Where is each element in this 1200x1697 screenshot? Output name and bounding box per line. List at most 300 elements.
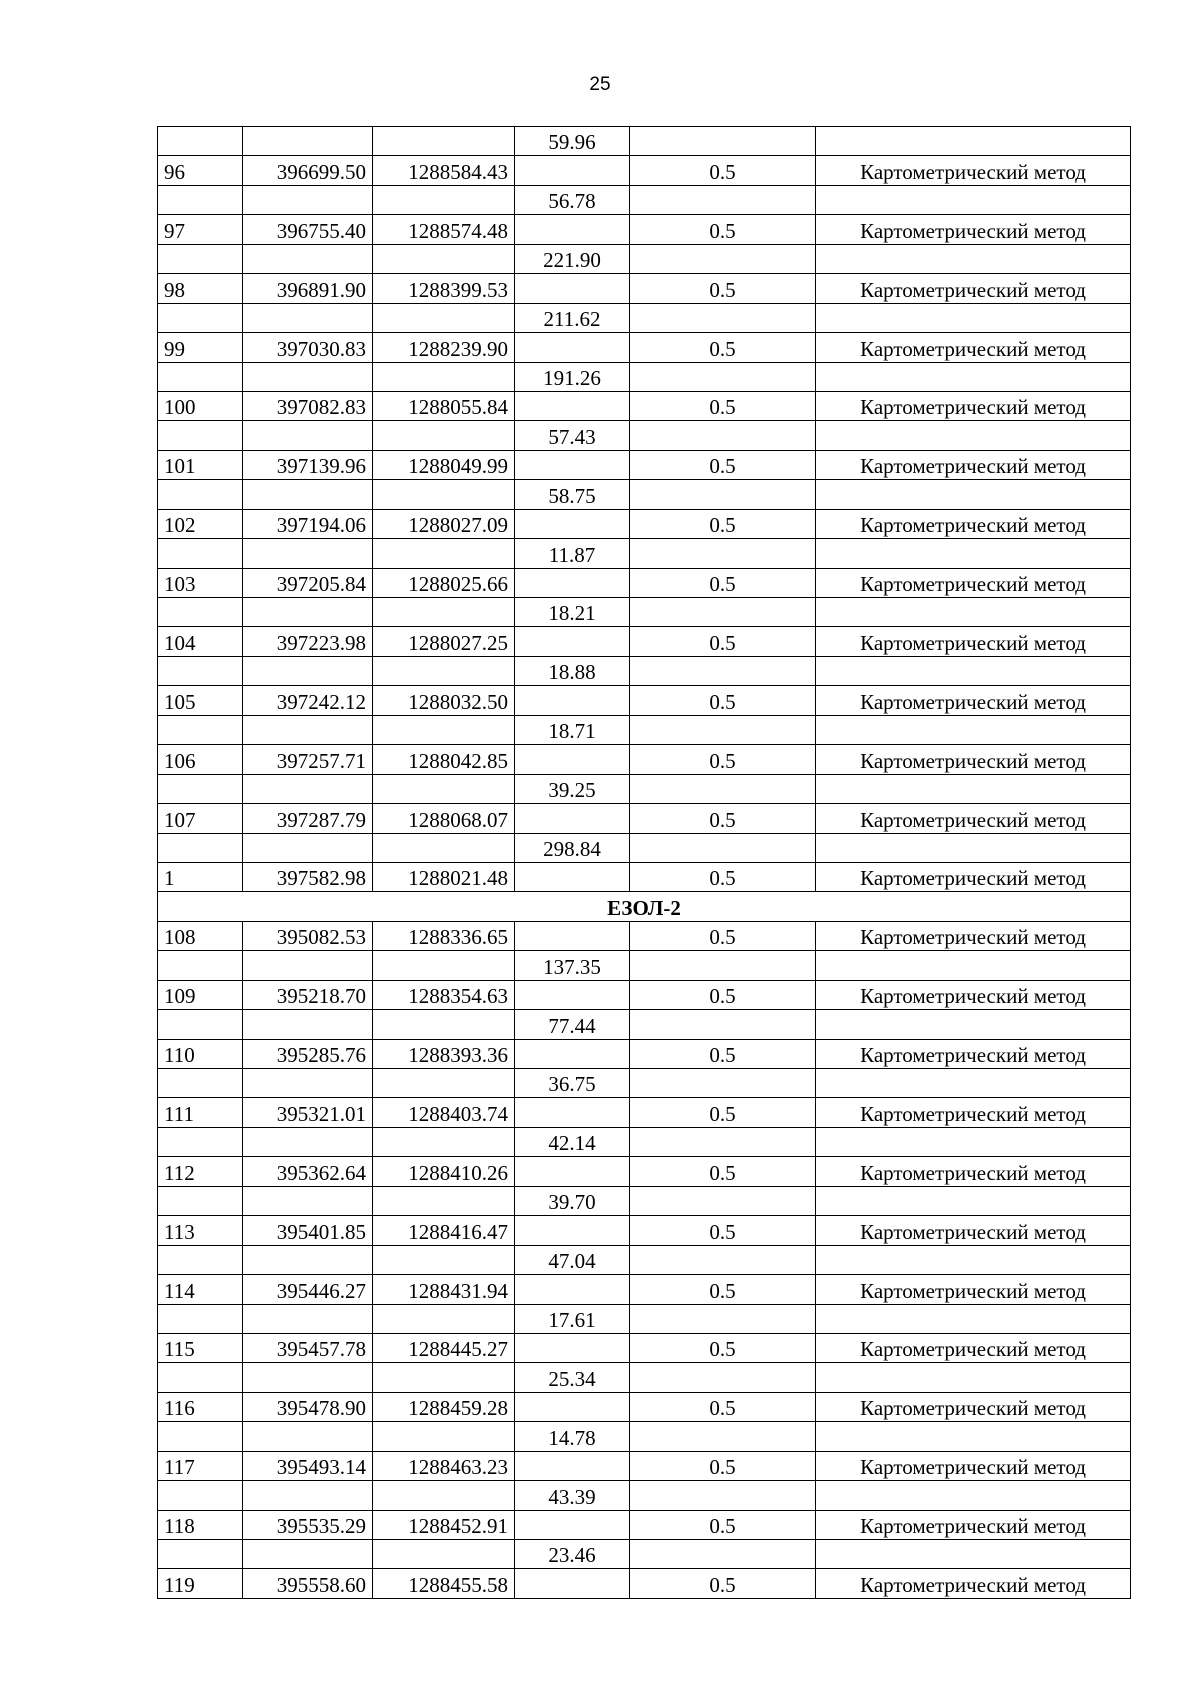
point-number-cell: 99 <box>158 333 243 362</box>
point-row <box>158 745 1131 774</box>
x-coordinate-cell: 397242.12 <box>243 686 373 715</box>
empty-cell <box>243 598 373 627</box>
empty-cell <box>630 1069 816 1098</box>
empty-cell <box>373 1127 515 1156</box>
y-coordinate-cell: 1288399.53 <box>373 274 515 303</box>
point-number-cell: 106 <box>158 745 243 774</box>
accuracy-cell: 0.5 <box>630 921 816 950</box>
method-cell: Картометрический метод <box>816 1333 1131 1362</box>
empty-cell <box>816 244 1131 273</box>
empty-cell <box>373 1363 515 1392</box>
empty-cell <box>373 1010 515 1039</box>
empty-cell <box>630 951 816 980</box>
empty-cell <box>816 833 1131 862</box>
method-cell: Картометрический метод <box>816 1569 1131 1598</box>
empty-cell <box>243 1481 373 1510</box>
empty-cell <box>243 656 373 685</box>
x-coordinate-cell: 397582.98 <box>243 862 373 891</box>
method-cell: Картометрический метод <box>816 450 1131 479</box>
empty-cell <box>816 1540 1131 1569</box>
point-row <box>158 686 1131 715</box>
x-coordinate-cell: 397223.98 <box>243 627 373 656</box>
distance-cell: 221.90 <box>515 244 630 273</box>
y-coordinate-cell: 1288032.50 <box>373 686 515 715</box>
y-coordinate-cell: 1288463.23 <box>373 1451 515 1480</box>
empty-cell <box>243 715 373 744</box>
empty-cell <box>158 1186 243 1215</box>
method-cell: Картометрический метод <box>816 391 1131 420</box>
empty-cell <box>373 480 515 509</box>
method-cell: Картометрический метод <box>816 1216 1131 1245</box>
empty-cell <box>630 1245 816 1274</box>
point-row <box>158 215 1131 244</box>
empty-cell <box>630 598 816 627</box>
distance-cell: 43.39 <box>515 1481 630 1510</box>
empty-cell <box>243 1363 373 1392</box>
accuracy-cell: 0.5 <box>630 1216 816 1245</box>
point-number-cell: 96 <box>158 156 243 185</box>
empty-cell <box>816 656 1131 685</box>
point-row <box>158 1333 1131 1362</box>
empty-cell <box>816 1186 1131 1215</box>
coordinates-table-body <box>158 127 1131 1599</box>
empty-cell <box>515 921 630 950</box>
method-cell: Картометрический метод <box>816 568 1131 597</box>
empty-cell <box>630 480 816 509</box>
point-row <box>158 391 1131 420</box>
point-number-cell: 105 <box>158 686 243 715</box>
point-row <box>158 568 1131 597</box>
empty-cell <box>816 1304 1131 1333</box>
empty-cell <box>630 421 816 450</box>
point-row <box>158 804 1131 833</box>
x-coordinate-cell: 397205.84 <box>243 568 373 597</box>
distance-cell: 59.96 <box>515 127 630 156</box>
y-coordinate-cell: 1288021.48 <box>373 862 515 891</box>
empty-cell <box>630 656 816 685</box>
x-coordinate-cell: 395401.85 <box>243 1216 373 1245</box>
empty-cell <box>373 303 515 332</box>
method-cell: Картометрический метод <box>816 686 1131 715</box>
distance-cell: 39.70 <box>515 1186 630 1215</box>
empty-cell <box>243 774 373 803</box>
empty-cell <box>373 539 515 568</box>
distance-row <box>158 1422 1131 1451</box>
empty-cell <box>816 1422 1131 1451</box>
accuracy-cell: 0.5 <box>630 862 816 891</box>
accuracy-cell: 0.5 <box>630 804 816 833</box>
point-number-cell: 113 <box>158 1216 243 1245</box>
point-number-cell: 110 <box>158 1039 243 1068</box>
accuracy-cell: 0.5 <box>630 1098 816 1127</box>
empty-cell <box>630 1010 816 1039</box>
empty-cell <box>243 303 373 332</box>
point-number-cell: 103 <box>158 568 243 597</box>
empty-cell <box>158 185 243 214</box>
empty-cell <box>243 1069 373 1098</box>
point-row <box>158 1569 1131 1598</box>
empty-cell <box>630 1304 816 1333</box>
method-cell: Картометрический метод <box>816 627 1131 656</box>
y-coordinate-cell: 1288403.74 <box>373 1098 515 1127</box>
x-coordinate-cell: 397257.71 <box>243 745 373 774</box>
empty-cell <box>515 745 630 774</box>
point-row <box>158 862 1131 891</box>
distance-row <box>158 1186 1131 1215</box>
empty-cell <box>816 480 1131 509</box>
empty-cell <box>630 1127 816 1156</box>
empty-cell <box>373 1304 515 1333</box>
empty-cell <box>515 862 630 891</box>
empty-cell <box>373 185 515 214</box>
x-coordinate-cell: 395558.60 <box>243 1569 373 1598</box>
point-number-cell: 104 <box>158 627 243 656</box>
x-coordinate-cell: 395082.53 <box>243 921 373 950</box>
empty-cell <box>158 833 243 862</box>
empty-cell <box>630 1422 816 1451</box>
accuracy-cell: 0.5 <box>630 156 816 185</box>
accuracy-cell: 0.5 <box>630 391 816 420</box>
y-coordinate-cell: 1288049.99 <box>373 450 515 479</box>
empty-cell <box>515 1392 630 1421</box>
page-number: 25 <box>589 74 611 95</box>
empty-cell <box>816 1363 1131 1392</box>
y-coordinate-cell: 1288574.48 <box>373 215 515 244</box>
empty-cell <box>243 480 373 509</box>
point-row <box>158 156 1131 185</box>
empty-cell <box>158 362 243 391</box>
x-coordinate-cell: 397287.79 <box>243 804 373 833</box>
empty-cell <box>158 598 243 627</box>
method-cell: Картометрический метод <box>816 862 1131 891</box>
empty-cell <box>816 951 1131 980</box>
point-row <box>158 450 1131 479</box>
point-row <box>158 509 1131 538</box>
distance-cell: 23.46 <box>515 1540 630 1569</box>
empty-cell <box>816 362 1131 391</box>
accuracy-cell: 0.5 <box>630 1510 816 1539</box>
point-number-cell: 114 <box>158 1275 243 1304</box>
x-coordinate-cell: 397194.06 <box>243 509 373 538</box>
empty-cell <box>158 1540 243 1569</box>
empty-cell <box>515 450 630 479</box>
empty-cell <box>515 1333 630 1362</box>
distance-cell: 18.88 <box>515 656 630 685</box>
distance-cell: 25.34 <box>515 1363 630 1392</box>
distance-cell: 42.14 <box>515 1127 630 1156</box>
point-row <box>158 1157 1131 1186</box>
distance-cell: 36.75 <box>515 1069 630 1098</box>
empty-cell <box>373 1186 515 1215</box>
y-coordinate-cell: 1288068.07 <box>373 804 515 833</box>
empty-cell <box>373 715 515 744</box>
point-row <box>158 1392 1131 1421</box>
method-cell: Картометрический метод <box>816 1451 1131 1480</box>
method-cell: Картометрический метод <box>816 274 1131 303</box>
distance-cell: 57.43 <box>515 421 630 450</box>
y-coordinate-cell: 1288584.43 <box>373 156 515 185</box>
empty-cell <box>515 274 630 303</box>
accuracy-cell: 0.5 <box>630 1392 816 1421</box>
method-cell: Картометрический метод <box>816 980 1131 1009</box>
empty-cell <box>243 833 373 862</box>
empty-cell <box>158 421 243 450</box>
y-coordinate-cell: 1288452.91 <box>373 1510 515 1539</box>
distance-row <box>158 656 1131 685</box>
empty-cell <box>816 421 1131 450</box>
point-number-cell: 112 <box>158 1157 243 1186</box>
distance-cell: 137.35 <box>515 951 630 980</box>
accuracy-cell: 0.5 <box>630 274 816 303</box>
empty-cell <box>515 1510 630 1539</box>
empty-cell <box>816 127 1131 156</box>
empty-cell <box>816 715 1131 744</box>
empty-cell <box>515 1157 630 1186</box>
point-row <box>158 1451 1131 1480</box>
empty-cell <box>158 1245 243 1274</box>
point-number-cell: 97 <box>158 215 243 244</box>
empty-cell <box>816 1127 1131 1156</box>
empty-cell <box>243 421 373 450</box>
empty-cell <box>243 362 373 391</box>
y-coordinate-cell: 1288393.36 <box>373 1039 515 1068</box>
empty-cell <box>515 1039 630 1068</box>
section-row <box>158 892 1131 921</box>
y-coordinate-cell: 1288354.63 <box>373 980 515 1009</box>
y-coordinate-cell: 1288025.66 <box>373 568 515 597</box>
empty-cell <box>243 951 373 980</box>
point-row <box>158 1039 1131 1068</box>
accuracy-cell: 0.5 <box>630 980 816 1009</box>
point-number-cell: 102 <box>158 509 243 538</box>
point-row <box>158 1510 1131 1539</box>
distance-row <box>158 362 1131 391</box>
accuracy-cell: 0.5 <box>630 1451 816 1480</box>
method-cell: Картометрический метод <box>816 1157 1131 1186</box>
empty-cell <box>243 185 373 214</box>
empty-cell <box>515 1275 630 1304</box>
empty-cell <box>630 303 816 332</box>
method-cell: Картометрический метод <box>816 333 1131 362</box>
accuracy-cell: 0.5 <box>630 1275 816 1304</box>
empty-cell <box>243 244 373 273</box>
x-coordinate-cell: 395446.27 <box>243 1275 373 1304</box>
empty-cell <box>373 1422 515 1451</box>
point-row <box>158 1098 1131 1127</box>
empty-cell <box>158 1422 243 1451</box>
y-coordinate-cell: 1288416.47 <box>373 1216 515 1245</box>
empty-cell <box>243 1304 373 1333</box>
y-coordinate-cell: 1288042.85 <box>373 745 515 774</box>
empty-cell <box>630 362 816 391</box>
y-coordinate-cell: 1288027.09 <box>373 509 515 538</box>
empty-cell <box>816 1010 1131 1039</box>
empty-cell <box>158 774 243 803</box>
distance-cell: 18.21 <box>515 598 630 627</box>
distance-row <box>158 1363 1131 1392</box>
distance-cell: 11.87 <box>515 539 630 568</box>
distance-cell: 47.04 <box>515 1245 630 1274</box>
x-coordinate-cell: 395362.64 <box>243 1157 373 1186</box>
x-coordinate-cell: 395218.70 <box>243 980 373 1009</box>
empty-cell <box>373 362 515 391</box>
point-number-cell: 108 <box>158 921 243 950</box>
empty-cell <box>515 391 630 420</box>
empty-cell <box>158 1481 243 1510</box>
empty-cell <box>515 333 630 362</box>
point-row <box>158 627 1131 656</box>
x-coordinate-cell: 397139.96 <box>243 450 373 479</box>
distance-row <box>158 244 1131 273</box>
accuracy-cell: 0.5 <box>630 686 816 715</box>
distance-row <box>158 127 1131 156</box>
empty-cell <box>630 774 816 803</box>
x-coordinate-cell: 396755.40 <box>243 215 373 244</box>
empty-cell <box>243 1186 373 1215</box>
x-coordinate-cell: 395321.01 <box>243 1098 373 1127</box>
empty-cell <box>158 303 243 332</box>
empty-cell <box>816 185 1131 214</box>
distance-row <box>158 185 1131 214</box>
x-coordinate-cell: 395457.78 <box>243 1333 373 1362</box>
empty-cell <box>158 1363 243 1392</box>
empty-cell <box>158 1069 243 1098</box>
empty-cell <box>158 656 243 685</box>
empty-cell <box>158 1127 243 1156</box>
empty-cell <box>373 1245 515 1274</box>
x-coordinate-cell: 395285.76 <box>243 1039 373 1068</box>
empty-cell <box>243 1245 373 1274</box>
empty-cell <box>515 627 630 656</box>
x-coordinate-cell: 397030.83 <box>243 333 373 362</box>
accuracy-cell: 0.5 <box>630 1333 816 1362</box>
point-number-cell: 1 <box>158 862 243 891</box>
empty-cell <box>373 656 515 685</box>
empty-cell <box>373 1481 515 1510</box>
y-coordinate-cell: 1288055.84 <box>373 391 515 420</box>
point-number-cell: 117 <box>158 1451 243 1480</box>
point-number-cell: 100 <box>158 391 243 420</box>
distance-row <box>158 1127 1131 1156</box>
distance-row <box>158 1540 1131 1569</box>
empty-cell <box>515 215 630 244</box>
accuracy-cell: 0.5 <box>630 333 816 362</box>
empty-cell <box>243 1010 373 1039</box>
coordinates-table <box>157 126 1131 1599</box>
empty-cell <box>158 951 243 980</box>
point-row <box>158 980 1131 1009</box>
distance-cell: 18.71 <box>515 715 630 744</box>
point-number-cell: 107 <box>158 804 243 833</box>
point-number-cell: 118 <box>158 1510 243 1539</box>
empty-cell <box>515 804 630 833</box>
method-cell: Картометрический метод <box>816 215 1131 244</box>
empty-cell <box>515 509 630 538</box>
method-cell: Картометрический метод <box>816 156 1131 185</box>
distance-row <box>158 1481 1131 1510</box>
distance-row <box>158 1069 1131 1098</box>
empty-cell <box>158 244 243 273</box>
distance-row <box>158 480 1131 509</box>
x-coordinate-cell: 395493.14 <box>243 1451 373 1480</box>
accuracy-cell: 0.5 <box>630 509 816 538</box>
empty-cell <box>373 951 515 980</box>
empty-cell <box>630 185 816 214</box>
empty-cell <box>373 598 515 627</box>
empty-cell <box>373 774 515 803</box>
method-cell: Картометрический метод <box>816 921 1131 950</box>
empty-cell <box>515 1216 630 1245</box>
empty-cell <box>630 539 816 568</box>
method-cell: Картометрический метод <box>816 1098 1131 1127</box>
empty-cell <box>243 539 373 568</box>
empty-cell <box>243 127 373 156</box>
point-number-cell: 101 <box>158 450 243 479</box>
empty-cell <box>816 1245 1131 1274</box>
method-cell: Картометрический метод <box>816 1510 1131 1539</box>
point-row <box>158 333 1131 362</box>
empty-cell <box>515 1098 630 1127</box>
method-cell: Картометрический метод <box>816 1039 1131 1068</box>
distance-cell: 17.61 <box>515 1304 630 1333</box>
accuracy-cell: 0.5 <box>630 215 816 244</box>
section-title: ЕЗОЛ-2 <box>158 892 1131 921</box>
accuracy-cell: 0.5 <box>630 568 816 597</box>
method-cell: Картометрический метод <box>816 509 1131 538</box>
empty-cell <box>158 127 243 156</box>
x-coordinate-cell: 397082.83 <box>243 391 373 420</box>
empty-cell <box>158 1010 243 1039</box>
empty-cell <box>373 1540 515 1569</box>
empty-cell <box>158 715 243 744</box>
empty-cell <box>630 1540 816 1569</box>
empty-cell <box>816 598 1131 627</box>
empty-cell <box>630 1363 816 1392</box>
x-coordinate-cell: 395535.29 <box>243 1510 373 1539</box>
empty-cell <box>816 303 1131 332</box>
method-cell: Картометрический метод <box>816 1275 1131 1304</box>
distance-row <box>158 715 1131 744</box>
point-row <box>158 274 1131 303</box>
empty-cell <box>816 774 1131 803</box>
point-number-cell: 115 <box>158 1333 243 1362</box>
empty-cell <box>630 1481 816 1510</box>
y-coordinate-cell: 1288445.27 <box>373 1333 515 1362</box>
distance-row <box>158 833 1131 862</box>
x-coordinate-cell: 396891.90 <box>243 274 373 303</box>
point-row <box>158 1275 1131 1304</box>
empty-cell <box>515 568 630 597</box>
distance-row <box>158 421 1131 450</box>
empty-cell <box>243 1540 373 1569</box>
empty-cell <box>373 127 515 156</box>
empty-cell <box>373 244 515 273</box>
empty-cell <box>373 421 515 450</box>
y-coordinate-cell: 1288027.25 <box>373 627 515 656</box>
distance-cell: 298.84 <box>515 833 630 862</box>
distance-row <box>158 951 1131 980</box>
empty-cell <box>373 1069 515 1098</box>
empty-cell <box>158 1304 243 1333</box>
distance-row <box>158 303 1131 332</box>
y-coordinate-cell: 1288239.90 <box>373 333 515 362</box>
empty-cell <box>515 1569 630 1598</box>
method-cell: Картометрический метод <box>816 804 1131 833</box>
distance-cell: 56.78 <box>515 185 630 214</box>
distance-row <box>158 598 1131 627</box>
point-number-cell: 119 <box>158 1569 243 1598</box>
y-coordinate-cell: 1288431.94 <box>373 1275 515 1304</box>
